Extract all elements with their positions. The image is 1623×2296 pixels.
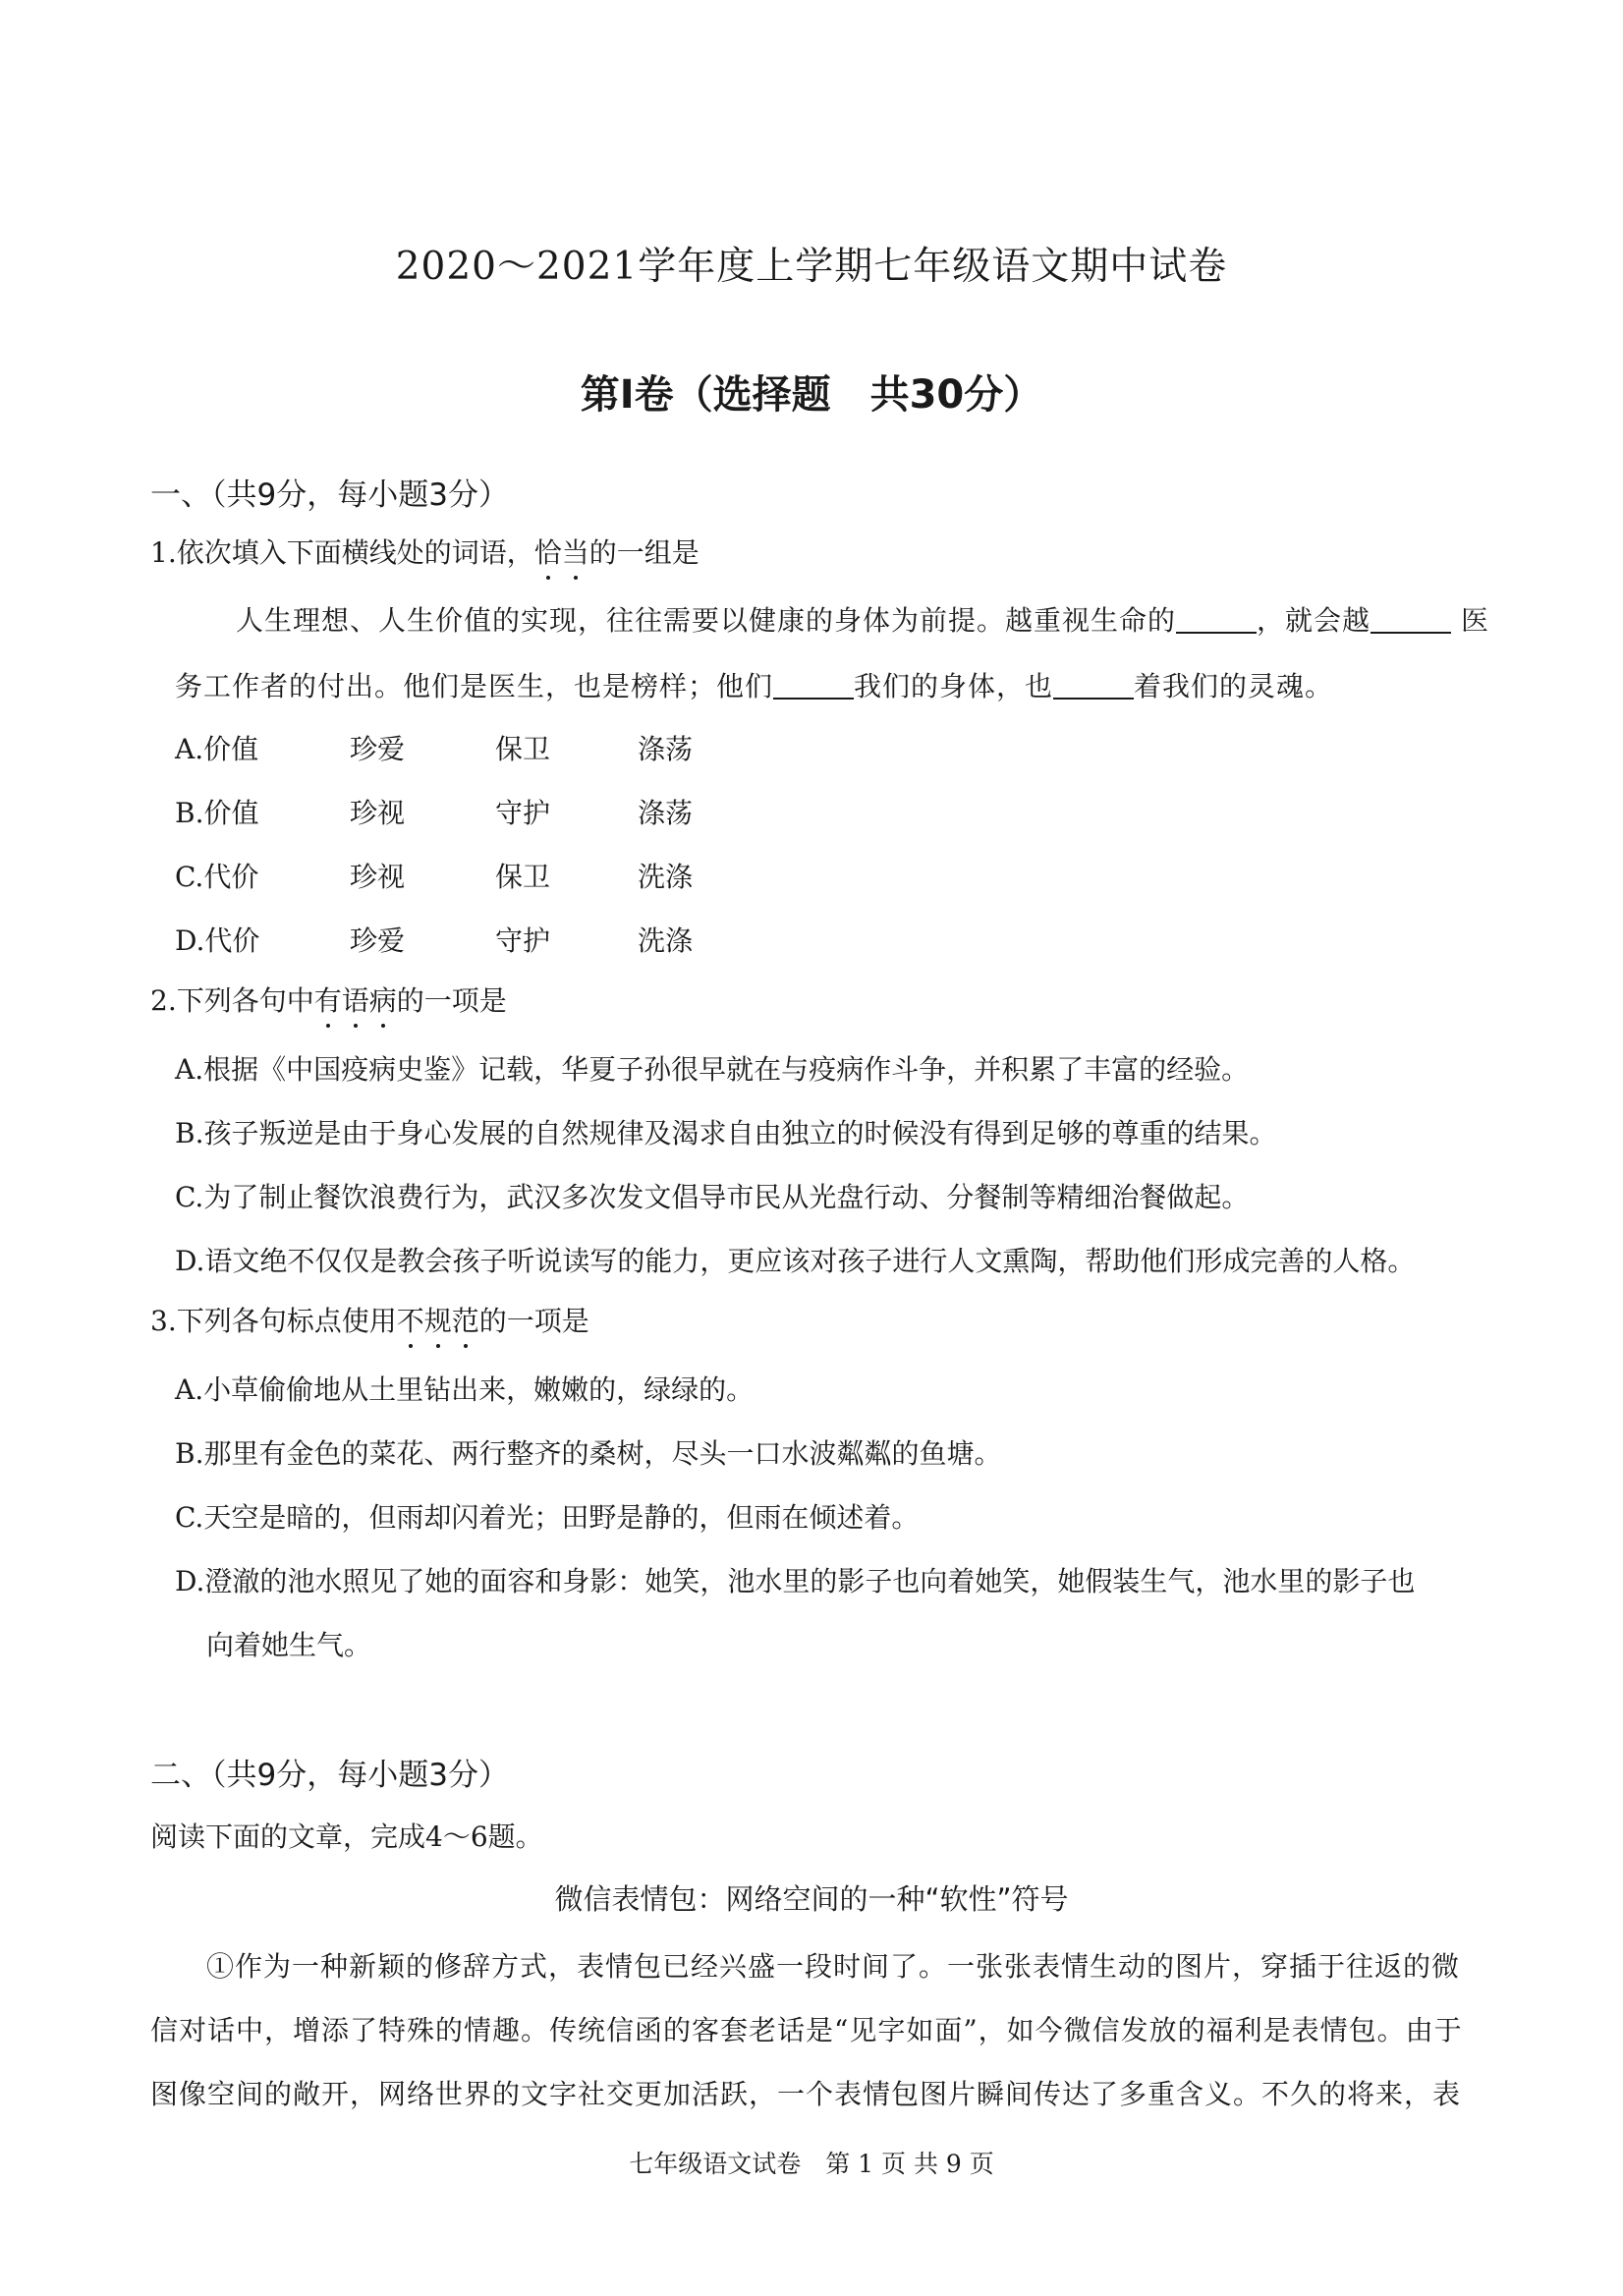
emphasis-char: 病: [369, 980, 397, 1019]
question-1-passage-line-2: 务工作者的付出。他们是医生，也是榜样；他们 我们的身体，也 着我们的灵魂。: [175, 665, 1333, 704]
emphasis-char: 不: [397, 1300, 424, 1339]
volume-subtitle: 第Ⅰ卷（选择题 共30分）: [580, 372, 1043, 418]
question-3-option-d-continued: 向着她生气。: [206, 1629, 372, 1661]
question-3-option-a: A.小草偷偷地从土里钻出来，嫩嫩的，绿绿的。: [175, 1373, 755, 1406]
question-1-option-c: C.代价 珍视 保卫 洗涤: [175, 861, 694, 893]
emphasis-char: 当: [562, 532, 589, 571]
question-3-stem: 3.下列各句标点使用不规范的一项是: [150, 1300, 589, 1339]
question-2-stem: 2.下列各句中有语病的一项是: [150, 980, 507, 1019]
section-1-heading: 一、（共9分，每小题3分）: [150, 477, 509, 513]
question-1-option-d: D.代价 珍爱 守护 洗涤: [175, 924, 694, 957]
section-2-heading: 二、（共9分，每小题3分）: [150, 1758, 509, 1793]
emphasis-char: 恰: [534, 532, 562, 571]
emphasis-char: 规: [424, 1300, 452, 1339]
page-footer: 七年级语文试卷 第 1 页 共 9 页: [629, 2150, 994, 2178]
emphasis-char: 语: [342, 980, 369, 1019]
reading-instruction: 阅读下面的文章，完成4～6题。: [150, 1820, 543, 1853]
fill-blank: [1176, 601, 1257, 634]
question-3-option-b: B.那里有金色的菜花、两行整齐的桑树，尽头一口水波粼粼的鱼塘。: [175, 1437, 1002, 1470]
question-1-passage-line-1: 人生理想、人生价值的实现，往往需要以健康的身体为前提。越重视生命的 ，就会越 医: [236, 599, 1489, 639]
fill-blank: [1371, 601, 1451, 634]
exam-title: 2020～2021学年度上学期七年级语文期中试卷: [395, 245, 1228, 289]
question-1-option-a: A.价值 珍爱 保卫 涤荡: [175, 733, 694, 765]
article-line-1: ①作为一种新颖的修辞方式，表情包已经兴盛一段时间了。一张张表情生动的图片，穿插于往返的微: [206, 1950, 1461, 1983]
fill-blank: [1053, 667, 1134, 700]
fill-blank: [773, 667, 854, 700]
question-3-option-d: D.澄澈的池水照见了她的面容和身影：她笑，池水里的影子也向着她笑，她假装生气，池水里的影子也: [175, 1565, 1416, 1597]
article-title: 微信表情包：网络空间的一种“软性”符号: [554, 1882, 1069, 1916]
question-2-option-a: A.根据《中国疫病史鉴》记载，华夏子孙很早就在与疫病作斗争，并积累了丰富的经验。: [175, 1053, 1250, 1086]
question-3-option-c: C.天空是暗的，但雨却闪着光；田野是静的，但雨在倾述着。: [175, 1501, 920, 1534]
question-1-option-b: B.价值 珍视 守护 涤荡: [175, 797, 694, 829]
question-2-option-d: D.语文绝不仅仅是教会孩子听说读写的能力，更应该对孩子进行人文熏陶，帮助他们形成完善的人格。: [175, 1245, 1416, 1277]
question-2-option-c: C.为了制止餐饮浪费行为，武汉多次发文倡导市民从光盘行动、分餐制等精细治餐做起。: [175, 1181, 1250, 1213]
emphasis-char: 范: [452, 1300, 479, 1339]
question-2-option-b: B.孩子叛逆是由于身心发展的自然规律及渴求自由独立的时候没有得到足够的尊重的结果。: [175, 1117, 1277, 1149]
question-1-stem: 1.依次填入下面横线处的词语，恰当的一组是: [150, 532, 700, 571]
article-line-2: 信对话中，增添了特殊的情趣。传统信函的客套老话是“见字如面”，如今微信发放的福利是表情包。由于: [150, 2014, 1463, 2046]
article-line-3: 图像空间的敞开，网络世界的文字社交更加活跃，一个表情包图片瞬间传达了多重含义。不久的将来，表: [150, 2078, 1462, 2110]
emphasis-char: 有: [314, 980, 342, 1019]
